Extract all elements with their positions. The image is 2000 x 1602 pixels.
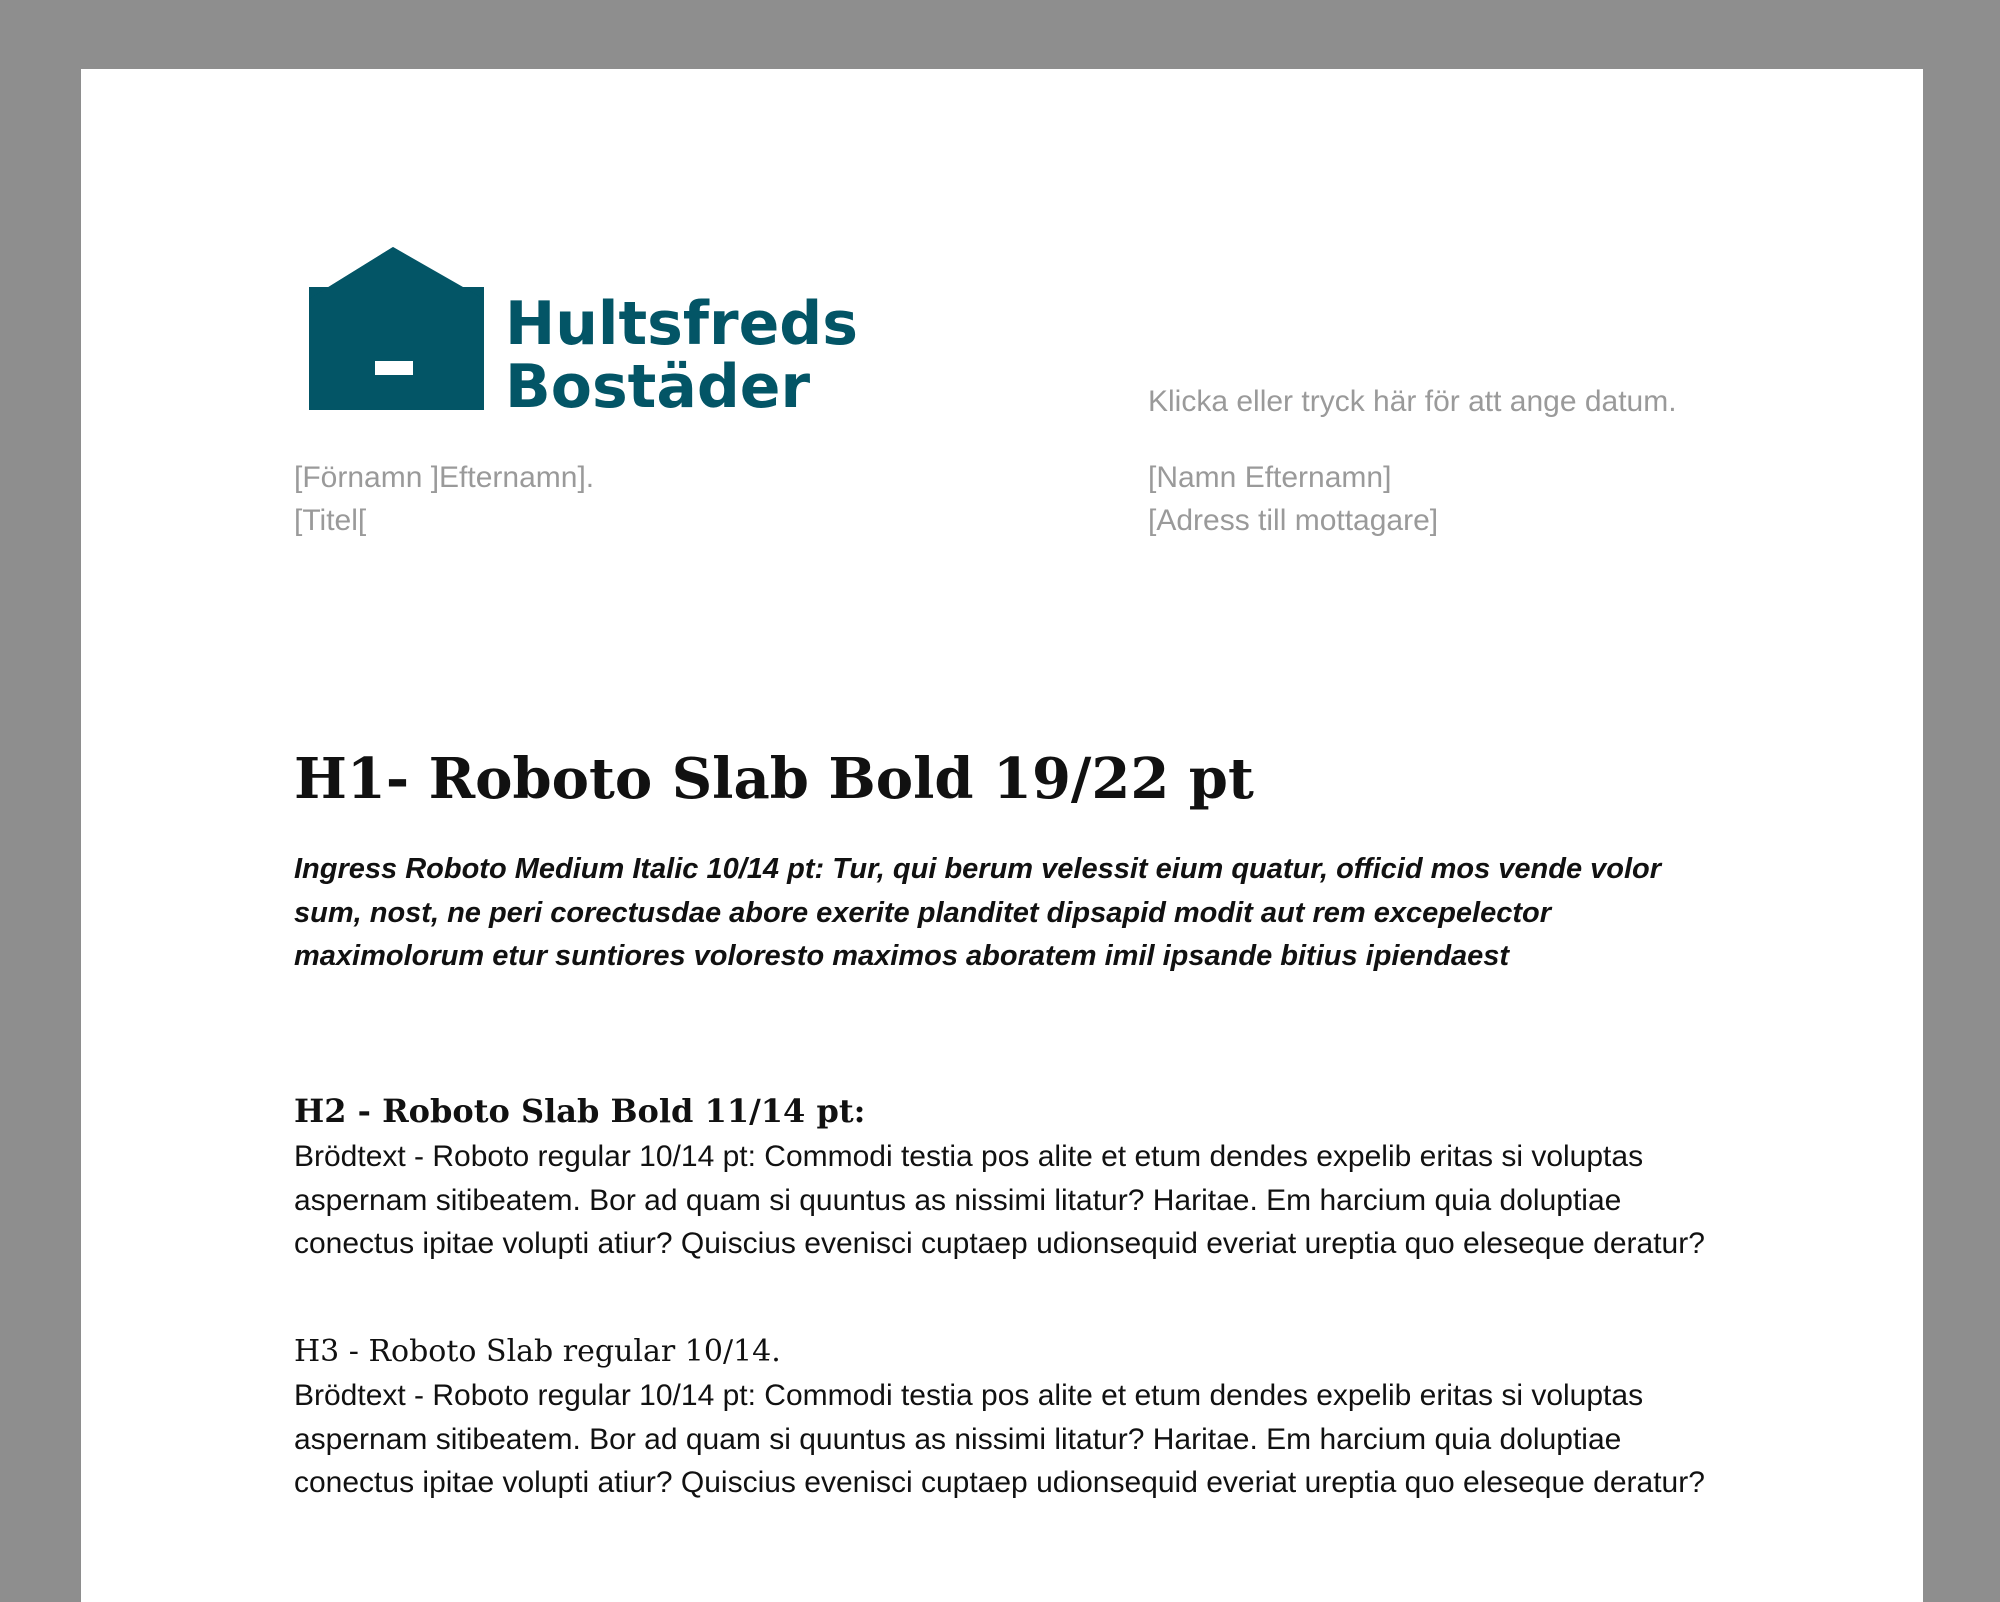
recipient-address-field[interactable]: [Adress till mottagare] bbox=[1148, 504, 1439, 537]
document-page bbox=[81, 69, 1923, 1602]
heading-3: H3 - Roboto Slab regular 10/14. bbox=[294, 1334, 781, 1369]
sender-title-field[interactable]: [Titel[ bbox=[294, 504, 367, 537]
heading-2: H2 - Roboto Slab Bold 11/14 pt: bbox=[294, 1092, 866, 1130]
logo-line-2: Bostäder bbox=[505, 352, 811, 422]
date-field[interactable]: Klicka eller tryck här för att ange datum. bbox=[1148, 385, 1677, 418]
company-logo bbox=[309, 247, 899, 487]
recipient-name-field[interactable]: [Namn Efternamn] bbox=[1148, 461, 1392, 494]
heading-1: H1- Roboto Slab Bold 19/22 pt bbox=[294, 746, 1254, 812]
sender-name-field[interactable]: [Förnamn ]Efternamn]. bbox=[294, 461, 595, 494]
ingress-paragraph: Ingress Roboto Medium Italic 10/14 pt: Tur, qui berum velessit eium quatur, officid mos vende volor sum, nost, ne peri corectusdae abore exerite planditet dipsapid modit aut rem excepelector maximolorum etur suntiores voloresto maximos aboratem imil ipsande bitius ipiendaest bbox=[294, 853, 1662, 972]
logo-line-1: Hultsfreds bbox=[505, 289, 858, 359]
body-paragraph-1: Brödtext - Roboto regular 10/14 pt: Commodi testia pos alite et etum dendes expelib eritas si voluptas aspernam sitibeatem. Bor ad quam si quuntus as nissimi litatur? Haritae. Em harcium quia doluptiae conectus ipitae volupti atiur? Quiscius evenisci cuptaep udionsequid everiat ureptia quo eleseque deratur? bbox=[294, 1140, 1705, 1260]
body-paragraph-2: Brödtext - Roboto regular 10/14 pt: Commodi testia pos alite et etum dendes expelib eritas si voluptas aspernam sitibeatem. Bor ad quam si quuntus as nissimi litatur? Haritae. Em harcium quia doluptiae conectus ipitae volupti atiur? Quiscius evenisci cuptaep udionsequid everiat ureptia quo eleseque deratur? bbox=[294, 1379, 1705, 1499]
